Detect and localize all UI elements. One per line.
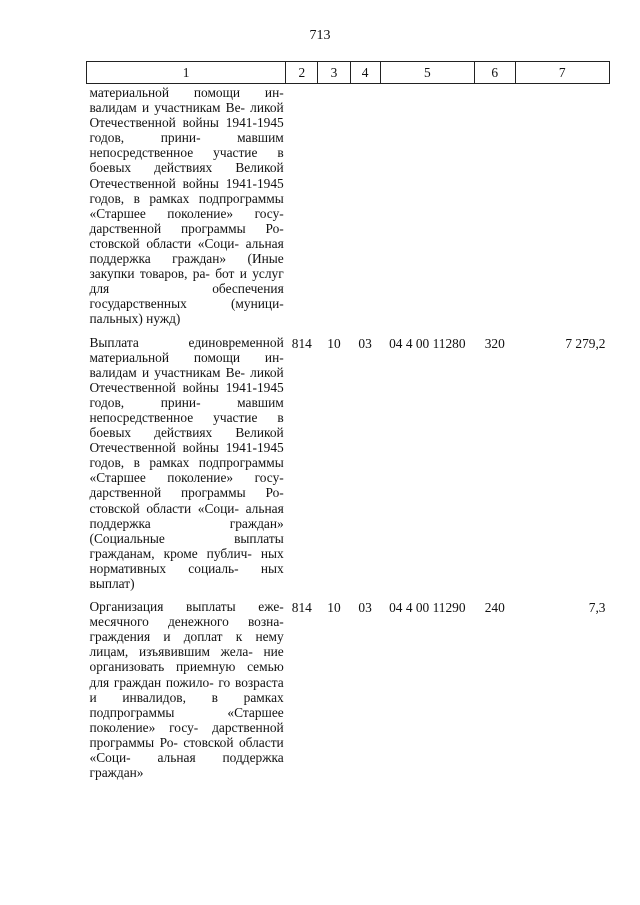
description-line: рамках подпрограммы — [149, 190, 284, 206]
description-line: государственных (муници- — [89, 296, 284, 312]
cell-amount: 7,3 — [588, 600, 606, 616]
cell-target-article — [380, 84, 474, 327]
description-line: го возраста и инвалидов, в — [89, 674, 284, 705]
description-line: ных выплат) — [89, 560, 284, 591]
description-line: месячного денежного возна- — [89, 614, 284, 630]
header-col-5: 5 — [380, 62, 474, 84]
description-line: валидам и участникам Ве- — [89, 364, 245, 380]
description-line: «Старшее поколение» госу- — [89, 704, 284, 735]
description-line: Выплата единовременной — [89, 334, 284, 350]
cell-target-article: 04 4 00 11280 — [389, 335, 466, 351]
description-line: войны 1941-1945 годов, в — [89, 440, 284, 471]
header-col-4: 4 — [350, 62, 380, 84]
header-col-1: 1 — [87, 62, 286, 84]
description-line: бот и услуг для обеспечения — [89, 266, 284, 297]
description-line: валидам и участникам Ве- — [89, 100, 245, 116]
row-description — [87, 84, 286, 327]
row-description — [87, 591, 286, 780]
description-line: (Иные закупки товаров, ра- — [89, 251, 284, 282]
description-line: гражданам, кроме публич- — [89, 545, 252, 561]
cell-subsection: 03 — [358, 600, 372, 616]
description-line: Великой Отечественной — [89, 425, 284, 456]
cell-subsection: 03 — [358, 335, 372, 351]
description-line: материальной помощи ин- — [89, 85, 284, 100]
description-line: войны 1941-1945 годов, в — [89, 175, 284, 206]
description-line: дарственной программы Ро- — [89, 485, 284, 501]
description-line: «Старшее поколение» госу- — [89, 205, 284, 221]
description-line: рамках подпрограммы — [149, 455, 284, 471]
description-line: альная поддержка граждан» — [89, 500, 284, 531]
description-line: дарственной программы Ро- — [89, 719, 284, 750]
cell-section: 10 — [327, 600, 341, 616]
cell-code-grbs — [286, 84, 318, 327]
header-col-2: 2 — [286, 62, 318, 84]
cell-amount: 7 279,2 — [565, 335, 606, 351]
cell-expense-type: 240 — [484, 600, 505, 616]
description-line: ных нормативных социаль- — [89, 545, 284, 576]
description-line: участие в боевых действиях — [89, 145, 284, 176]
description-line: ликой Отечественной войны — [89, 364, 284, 395]
description-line: альная поддержка граждан» — [89, 750, 284, 781]
cell-subsection — [350, 84, 380, 327]
description-line: граждения и доплат к нему — [89, 629, 284, 645]
description-line: стовской области «Соци- — [89, 235, 239, 251]
description-line: стовской области «Соци- — [89, 734, 284, 766]
description-line: материальной помощи ин- — [89, 349, 284, 365]
description-line: ние организовать приемную — [89, 644, 284, 675]
budget-table — [86, 61, 610, 780]
description-line: стовской области «Соци- — [89, 500, 239, 516]
cell-target-article: 04 4 00 11290 — [389, 600, 466, 616]
cell-code-grbs: 814 — [291, 335, 312, 351]
header-row — [87, 62, 610, 84]
page-number: 713 — [309, 28, 331, 43]
header-col-7: 7 — [515, 62, 609, 84]
description-line: Великой Отечественной — [89, 160, 284, 191]
description-line: «Старшее поколение» госу- — [89, 470, 284, 486]
table-row — [87, 84, 610, 327]
cell-expense-type: 320 — [484, 335, 505, 351]
description-line: дарственной программы Ро- — [89, 220, 284, 236]
cell-section: 10 — [327, 335, 341, 351]
table-body — [87, 84, 610, 781]
description-line: рамках подпрограммы — [89, 689, 284, 720]
description-line: участие в боевых действиях — [89, 409, 284, 441]
table-row — [87, 591, 610, 780]
cell-code-grbs: 814 — [291, 600, 312, 616]
description-line: семью для граждан пожило- — [89, 659, 284, 690]
description-line: ликой Отечественной войны — [89, 100, 284, 131]
description-line: альная поддержка граждан» — [89, 235, 284, 267]
description-line: мавшим непосредственное — [89, 394, 284, 425]
cell-amount — [515, 84, 609, 327]
description-line: мавшим непосредственное — [89, 130, 284, 161]
description-line: 1941-1945 годов, прини- — [89, 115, 284, 146]
table-row — [87, 327, 610, 592]
header-col-3: 3 — [318, 62, 350, 84]
cell-expense-type — [475, 84, 515, 327]
header-col-6: 6 — [475, 62, 515, 84]
cell-section — [318, 84, 350, 327]
row-description — [87, 327, 286, 592]
description-line: лицам, изъявившим жела- — [89, 644, 253, 660]
description-line: 1941-1945 годов, прини- — [89, 379, 284, 410]
description-line: пальных) нужд) — [89, 311, 181, 327]
description-line: (Социальные выплаты — [89, 530, 284, 546]
description-line: Организация выплаты еже- — [89, 599, 284, 615]
